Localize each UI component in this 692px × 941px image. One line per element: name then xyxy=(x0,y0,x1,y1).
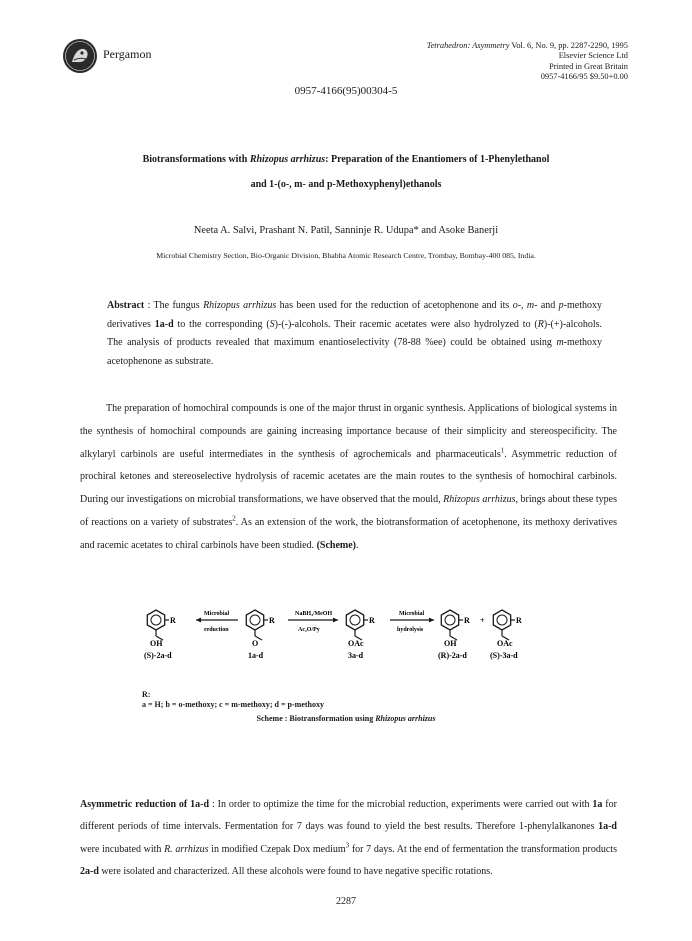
publisher-name: Pergamon xyxy=(103,47,152,61)
acetate-label: OAc xyxy=(348,639,364,648)
r-group-label: R xyxy=(170,616,176,625)
svg-text:Microbial: Microbial xyxy=(204,611,230,617)
svg-text:reduction: reduction xyxy=(204,627,229,633)
svg-text:R: R xyxy=(269,616,275,625)
svg-text:R: R xyxy=(369,616,375,625)
author-list: Neeta A. Salvi, Prashant N. Patil, Sanninje R. Udupa* and Asoke Banerji xyxy=(193,225,499,236)
pergamon-logo-icon xyxy=(62,38,98,74)
hydroxyl-label: OH xyxy=(150,639,163,648)
structure-ketone xyxy=(246,610,275,660)
svg-text:OH: OH xyxy=(444,639,457,648)
scheme-caption: Scheme : Biotransformation using Rhizopus arrhizus xyxy=(256,714,436,723)
arrow-nabh4-ac2o xyxy=(288,611,338,633)
section-heading: Asymmetric reduction of 1a-d xyxy=(80,799,210,810)
compound-s-2a-d: (S)-2a-d xyxy=(144,651,172,660)
svg-text:NaBH₄/MeOH: NaBH₄/MeOH xyxy=(295,611,333,617)
svg-text:Ac₂O/Py: Ac₂O/Py xyxy=(298,627,320,633)
author-affiliation: Microbial Chemistry Section, Bio-Organic Division, Bhabha Atomic Research Centre, Trombay, Bombay-400 085, India. xyxy=(156,251,536,260)
reference-1: 1 xyxy=(500,446,505,455)
svg-text:R: R xyxy=(516,616,522,625)
title-line-2: and 1-(o-, m- and p-Methoxyphenyl)ethanols xyxy=(250,179,442,190)
journal-volume: Vol. 6, No. 9, pp. 2287-2290, 1995 xyxy=(509,41,628,50)
arrow-microbial-hydrolysis xyxy=(390,611,434,633)
structure-racemic-acetate xyxy=(346,610,375,660)
journal-printed: Printed in Great Britain xyxy=(549,61,628,71)
carbonyl-label: O xyxy=(252,639,259,648)
title-line-1: Biotransformations with Rhizopus arrhizus: Preparation of the Enantiomers of 1-Phenylethanol xyxy=(142,154,550,165)
reference-3: 3 xyxy=(345,841,350,850)
r-group-definitions xyxy=(142,690,324,710)
compound-3a-d: 3a-d xyxy=(348,651,364,660)
journal-publisher: Elsevier Science Ltd xyxy=(558,51,628,61)
scheme-reference: (Scheme) xyxy=(316,539,356,551)
abstract-label: Abstract xyxy=(107,300,145,311)
page-number: 2287 xyxy=(336,896,356,907)
r-group-values: a = H; b = o-methoxy; c = m-methoxy; d = p-methoxy xyxy=(142,700,324,709)
compound-1a-d: 1a-d xyxy=(248,651,264,660)
compound-s-3a-d: (S)-3a-d xyxy=(490,651,518,660)
paper-title xyxy=(80,147,612,197)
compound-r-2a-d: (R)-2a-d xyxy=(438,651,467,660)
plus-sign: + xyxy=(480,616,485,625)
intro-paragraph: The preparation of homochiral compounds is one of the major thrust in organic synthesis. Applications of biological systems in the synthesis of homochiral compounds are gaining increasing importance because of their simplicity and stereospecificity. The alkylaryl carbinols are useful intermediates in the synthesis of agrochemicals and pharmaceuticals$^1$. Asymmetric reduction of prochiral ketones and stereoselective hydrolysis of racemic acetates are the main routes to the synthesis of homochiral carbinols. During our investigations on microbial transformations, we have observed that the mould, Rhizopus arrhizus, brings about these types of reactions on a variety of substrates$^2$. As an extension of the work, the biotransformation of acetophenone, its methoxy derivatives and racemic acetates to chiral carbinols have been studied. (Scheme). xyxy=(80,403,618,551)
abstract: Abstract : The fungus Rhizopus arrhizus has been used for the reduction of acetophenone and its o-, m- and p-methoxy derivatives 1a-d to the corresponding (S)-(-)-alcohols. Their racemic acetates were also hydrolyzed to (R)-(+)-alcohols. The analysis of products revealed that maximum enantioselectivity (78-88 %ee) could be obtained using m-methoxy acetophenone as substrate. xyxy=(107,300,602,367)
structure-r-alcohol xyxy=(438,610,470,660)
svg-text:OAc: OAc xyxy=(497,639,513,648)
structure-s-alcohol xyxy=(144,610,176,660)
svg-text:Microbial: Microbial xyxy=(399,611,425,617)
asymmetric-reduction-paragraph: Asymmetric reduction of 1a-d : In order to optimize the time for the microbial reduction, experiments were carried out with 1a for different periods of time intervals. Fermentation for 7 days was found to yield the best results. Therefore 1-phenylalkanones 1a-d were incubated with R. arrhizus in modified Czepak Dox medium$^3$ for 7 days. At the end of fermentation the transformation products 2a-d were isolated and characterized. All these alcohols were found to have negative specific rotations. xyxy=(80,799,617,878)
svg-text:hydrolysis: hydrolysis xyxy=(397,627,424,633)
journal-citation xyxy=(328,41,628,51)
reference-2: 2 xyxy=(232,514,236,523)
reaction-scheme xyxy=(142,606,562,691)
journal-info xyxy=(328,41,628,83)
r-group-title: R: xyxy=(142,690,151,699)
svg-text:R: R xyxy=(464,616,470,625)
article-doi: 0957-4166(95)00304-5 xyxy=(294,85,398,97)
journal-name: Tetrahedron: Asymmetry xyxy=(426,41,510,50)
arrow-microbial-reduction xyxy=(196,611,238,633)
structure-s-acetate xyxy=(490,610,522,660)
journal-issn: 0957-4166/95 $9.50+0.00 xyxy=(540,72,628,82)
